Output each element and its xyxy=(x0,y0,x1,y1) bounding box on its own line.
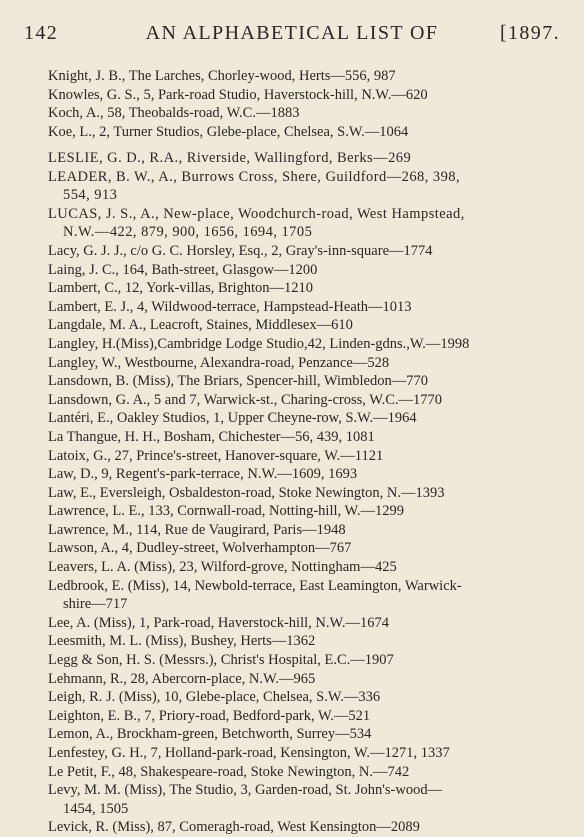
list-entry: Lambert, C., 12, York-villas, Brighton—1210 xyxy=(48,280,314,297)
list-entry: Leavers, L. A. (Miss), 23, Wilford-grove, Nottingham—425 xyxy=(48,559,397,576)
list-entry: Lee, A. (Miss), 1, Park-road, Haverstock-hill, N.W.—1674 xyxy=(48,614,389,631)
list-entry: Lawrence, M., 114, Rue de Vaugirard, Paris—1948 xyxy=(48,521,346,538)
list-entry: Lenfestey, G. H., 7, Holland-park-road, Kensington, W.—1271, 1337 xyxy=(48,745,450,761)
list-entry: Lehmann, R., 28, Abercorn-place, N.W.—965 xyxy=(48,670,316,687)
list-entry: Legg & Son, H. S. (Messrs.), Christ's Hospital, E.C.—1907 xyxy=(48,652,394,669)
list-entry: Lawrence, L. E., 133, Cornwall-road, Notting-hill, W.—1299 xyxy=(48,503,404,520)
list-entry: Levy, M. M. (Miss), The Studio, 3, Garden-road, St. John's-wood— 1454, 1505 xyxy=(48,782,443,817)
list-entry: Law, E., Eversleigh, Osbaldeston-road, Stoke Newington, N.—1393 xyxy=(48,484,445,501)
list-entry: Koe, L., 2, Turner Studios, Glebe-place, Chelsea, S.W.—1064 xyxy=(48,123,409,140)
page-title: AN ALPHABETICAL LIST OF xyxy=(145,22,439,44)
list-entry: Levick, R. (Miss), 87, Comeragh-road, West Kensington—2089 xyxy=(48,819,420,836)
list-entry: Lawson, A., 4, Dudley-street, Wolverhampton—767 xyxy=(48,540,352,557)
list-entry: Langley, H.(Miss),Cambridge Lodge Studio,42, Linden-gdns.,W.—1998 xyxy=(48,335,470,352)
list-entry: Ledbrook, E. (Miss), 14, Newbold-terrace, East Leamington, Warwick- shire—717 xyxy=(48,577,462,613)
list-entry: Le Petit, F., 48, Shakespeare-road, Stoke Newington, N.—742 xyxy=(48,763,410,780)
list-entry: Koch, A., 58, Theobalds-road, W.C.—1883 xyxy=(48,105,300,122)
list-entry: Langdale, M. A., Leacroft, Staines, Middlesex—610 xyxy=(48,317,353,334)
list-entry: Knight, J. B., The Larches, Chorley-wood, Herts—556, 987 xyxy=(48,68,396,84)
list-entry: La Thangue, H. H., Bosham, Chichester—56, 439, 1081 xyxy=(48,428,375,445)
list-entry: Lantéri, E., Oakley Studios, 1, Upper Cheyne-row, S.W.—1964 xyxy=(48,410,417,427)
list-entry: Lemon, A., Brockham-green, Betchworth, Surrey—534 xyxy=(48,726,372,743)
page-year: [1897. xyxy=(499,22,560,44)
list-entry: LEADER, B. W., A., Burrows Cross, Shere, Guildford—268, 398, 554, 913 xyxy=(48,168,461,204)
entries-k xyxy=(48,67,568,141)
list-entry: Langley, W., Westbourne, Alexandra-road, Penzance—528 xyxy=(48,354,390,371)
entries-l xyxy=(48,149,568,837)
list-entry: LESLIE, G. D., R.A., Riverside, Wallingford, Berks—269 xyxy=(48,150,412,166)
list-entry: Lambert, E. J., 4, Wildwood-terrace, Hampstead-Heath—1013 xyxy=(48,298,412,315)
list-entry: Knowles, G. S., 5, Park-road Studio, Haverstock-hill, N.W.—620 xyxy=(48,86,428,103)
list-entry: Lansdown, G. A., 5 and 7, Warwick-st., Charing-cross, W.C.—1770 xyxy=(48,391,443,408)
list-entry: Latoix, G., 27, Prince's-street, Hanover-square, W.—1121 xyxy=(48,447,384,464)
list-entry: Leigh, R. J. (Miss), 10, Glebe-place, Chelsea, S.W.—336 xyxy=(48,689,381,706)
list-entry: Laing, J. C., 164, Bath-street, Glasgow—1200 xyxy=(48,261,318,278)
list-entry: Lacy, G. J. J., c/o G. C. Horsley, Esq., 2, Gray's-inn-square—1774 xyxy=(48,242,433,259)
list-entry: Leighton, E. B., 7, Priory-road, Bedford-park, W.—521 xyxy=(48,707,371,724)
list-entry: Law, D., 9, Regent's-park-terrace, N.W.—1609, 1693 xyxy=(48,466,358,483)
page-number: 142 xyxy=(24,22,59,44)
list-entry: Lansdown, B. (Miss), The Briars, Spencer-hill, Wimbledon—770 xyxy=(48,373,428,390)
list-entry: LUCAS, J. S., A., New-place, Woodchurch-road, West Hampstead, N.W.—422, 879, 900, 1656, 1694, 1705 xyxy=(48,205,465,241)
list-entry: Leesmith, M. L. (Miss), Bushey, Herts—1362 xyxy=(48,633,316,650)
